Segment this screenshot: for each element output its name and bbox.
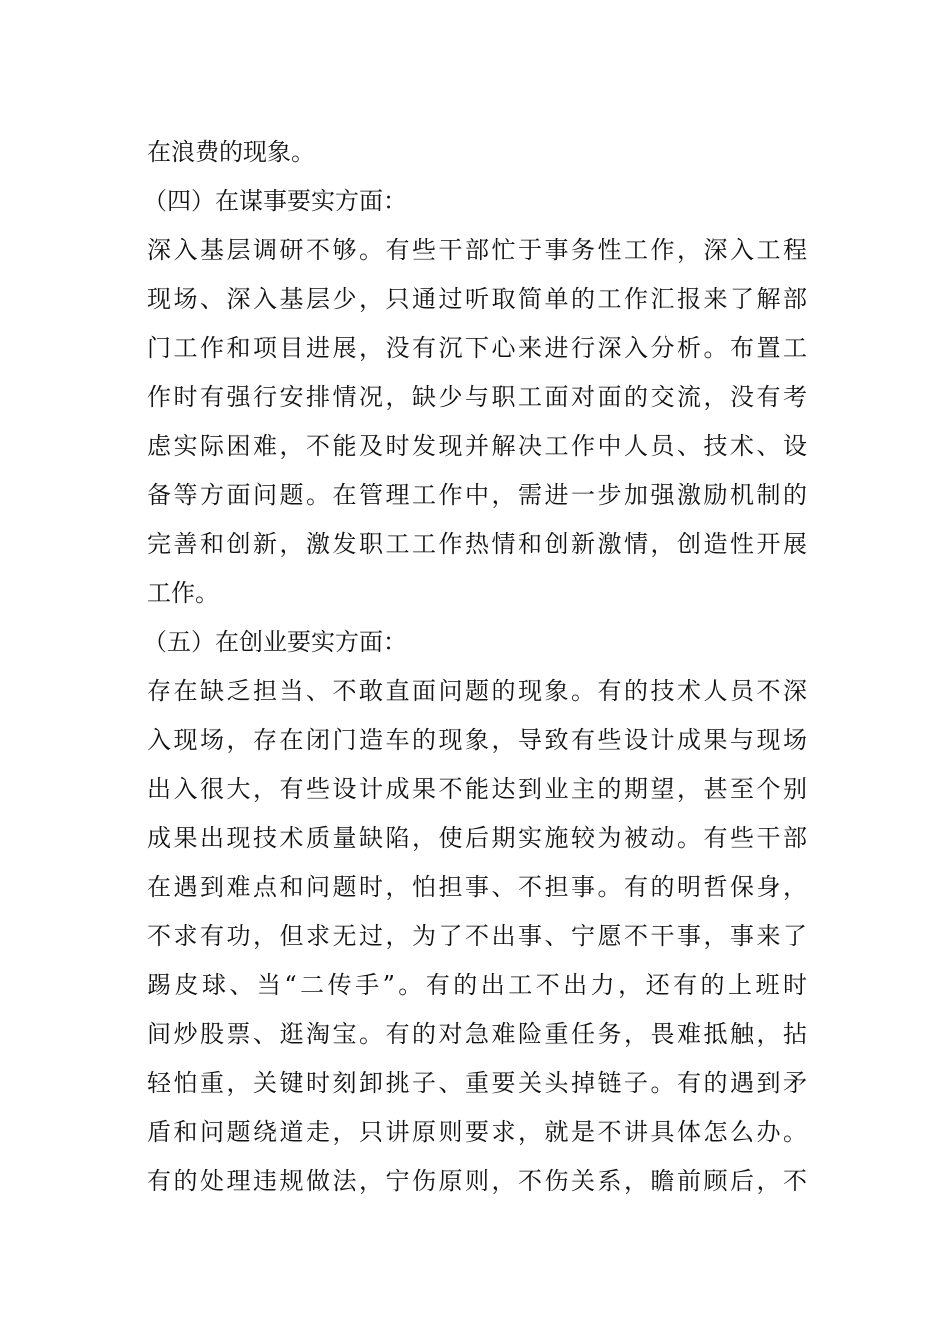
text-line: 出入很大，有些设计成果不能达到业主的期望，甚至个别	[147, 775, 807, 803]
text-line: 轻怕重，关键时刻卸挑子、重要关头掉链子。有的遇到矛	[147, 1069, 807, 1097]
text-line: 现场、深入基层少，只通过听取简单的工作汇报来了解部	[147, 285, 807, 313]
text-line: 有的处理违规做法，宁伤原则，不伤关系，瞻前顾后，不	[147, 1167, 807, 1195]
text-line: 完善和创新，激发职工工作热情和创新激情，创造性开展	[147, 530, 807, 558]
text-line: 存在缺乏担当、不敢直面问题的现象。有的技术人员不深	[147, 677, 807, 705]
text-line: 深入基层调研不够。有些干部忙于事务性工作，深入工程	[147, 236, 807, 264]
text-line: 工作。	[147, 579, 219, 607]
text-line: 在遇到难点和问题时，怕担事、不担事。有的明哲保身，	[147, 873, 807, 901]
text-line: 不求有功，但求无过，为了不出事、宁愿不干事，事来了	[147, 922, 807, 950]
section-heading-5: （五）在创业要实方面：	[143, 628, 407, 656]
text-line: 作时有强行安排情况，缺少与职工面对面的交流，没有考	[147, 383, 807, 411]
text-line: 虑实际困难，不能及时发现并解决工作中人员、技术、设	[147, 432, 807, 460]
document-page	[143, 128, 807, 1206]
text-line: 在浪费的现象。	[147, 138, 315, 166]
text-line: 门工作和项目进展，没有沉下心来进行深入分析。布置工	[147, 334, 807, 362]
text-line: 间炒股票、逛淘宝。有的对急难险重任务，畏难抵触，拈	[147, 1020, 807, 1048]
text-line: 踢皮球、当“二传手”。有的出工不出力，还有的上班时	[147, 971, 807, 999]
text-line: 入现场，存在闭门造车的现象，导致有些设计成果与现场	[147, 726, 807, 754]
text-line: 备等方面问题。在管理工作中，需进一步加强激励机制的	[147, 481, 807, 509]
text-line: 成果出现技术质量缺陷，使后期实施较为被动。有些干部	[147, 824, 807, 852]
section-heading-4: （四）在谋事要实方面：	[143, 187, 407, 215]
text-line: 盾和问题绕道走，只讲原则要求，就是不讲具体怎么办。	[147, 1118, 807, 1146]
